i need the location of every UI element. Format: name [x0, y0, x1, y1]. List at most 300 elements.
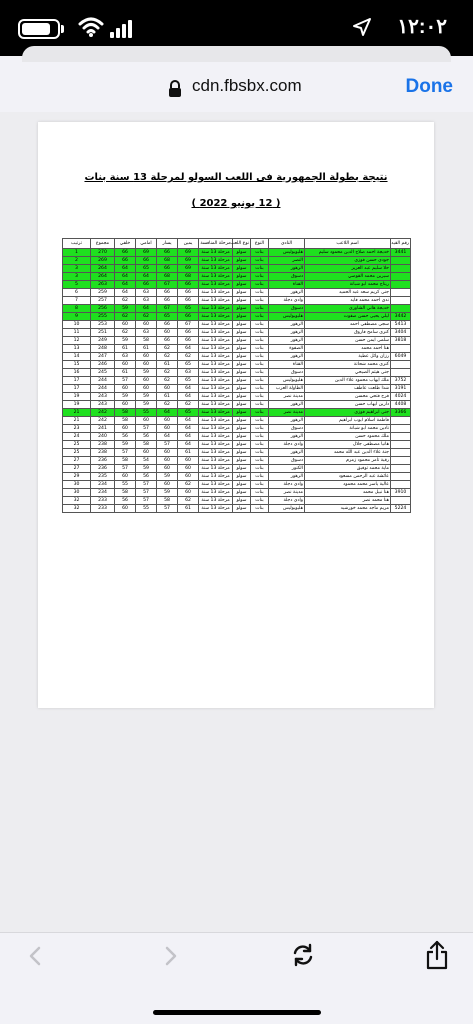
cell-back: 57 [115, 377, 136, 385]
cell-name: سيرين محمد القوصي [305, 273, 391, 281]
cell-total: 264 [91, 273, 115, 281]
cell-club: دسوق [269, 425, 305, 433]
cell-front: 64 [136, 305, 157, 313]
table-row [63, 425, 411, 433]
cell-total: 253 [91, 321, 115, 329]
cell-right: 65 [178, 377, 199, 385]
cell-rank: 16 [63, 369, 91, 377]
cell-left: 64 [157, 409, 178, 417]
share-button[interactable] [425, 940, 449, 970]
cell-total: 244 [91, 385, 115, 393]
cell-left: 64 [157, 433, 178, 441]
cell-back: 60 [115, 425, 136, 433]
cell-club: دسوق [269, 369, 305, 377]
cell-gender: بنات [251, 497, 269, 505]
cell-front: 55 [136, 505, 157, 513]
cell-name: دارين ايهاب حسن [305, 401, 391, 409]
cell-stage: مرحلة 13 سنة [199, 257, 233, 265]
forward-button[interactable] [158, 944, 182, 968]
wifi-icon [78, 16, 104, 38]
results-table [62, 238, 411, 513]
cell-total: 233 [91, 505, 115, 513]
table-body [63, 249, 411, 513]
cell-front: 60 [136, 377, 157, 385]
cell-total: 234 [91, 489, 115, 497]
cell-right: 62 [178, 481, 199, 489]
cell-front: 57 [136, 425, 157, 433]
cell-total: 238 [91, 449, 115, 457]
cell-type: سولو [233, 417, 251, 425]
cell-id [391, 345, 411, 353]
cell-rank: 19 [63, 393, 91, 401]
cell-gender: بنات [251, 377, 269, 385]
cell-id: 3191 [391, 385, 411, 393]
cell-total: 263 [91, 281, 115, 289]
cell-front: 54 [136, 457, 157, 465]
cell-stage: مرحلة 13 سنة [199, 289, 233, 297]
cell-front: 57 [136, 497, 157, 505]
cell-stage: مرحلة 13 سنة [199, 433, 233, 441]
cell-id: 3441 [391, 249, 411, 257]
cell-rank: 10 [63, 321, 91, 329]
cell-club: الكنور [269, 465, 305, 473]
cell-front: 59 [136, 393, 157, 401]
cell-club: الزهور [269, 401, 305, 409]
table-row [63, 329, 411, 337]
cell-rank: 14 [63, 353, 91, 361]
table-row [63, 289, 411, 297]
table-row [63, 457, 411, 465]
cell-back: 60 [115, 401, 136, 409]
cell-total: 248 [91, 345, 115, 353]
cell-left: 67 [157, 305, 178, 313]
document-page [38, 122, 434, 708]
cell-left: 61 [157, 361, 178, 369]
cell-right: 62 [178, 353, 199, 361]
cell-total: 235 [91, 473, 115, 481]
column-header: خلفي [115, 239, 136, 249]
cell-back: 57 [115, 449, 136, 457]
cell-back: 60 [115, 321, 136, 329]
cell-left: 60 [157, 425, 178, 433]
cell-type: سولو [233, 281, 251, 289]
cell-type: سولو [233, 305, 251, 313]
table-row [63, 321, 411, 329]
cell-front: 60 [136, 385, 157, 393]
cell-total: 238 [91, 441, 115, 449]
cell-back: 62 [115, 297, 136, 305]
cell-id [391, 481, 411, 489]
cell-name: فاطمة اسلام ايوب ابراهيم [305, 417, 391, 425]
cell-gender: بنات [251, 361, 269, 369]
cell-rank: 29 [63, 473, 91, 481]
cell-left: 60 [157, 417, 178, 425]
cell-stage: مرحلة 13 سنة [199, 481, 233, 489]
cell-name: كنزي سامح فاروق [305, 329, 391, 337]
cell-club: وادي دجلة [269, 481, 305, 489]
cell-back: 60 [115, 385, 136, 393]
cell-rank: 21 [63, 409, 91, 417]
cell-id: 3366 [391, 409, 411, 417]
cell-left: 62 [157, 369, 178, 377]
cell-stage: مرحلة 13 سنة [199, 425, 233, 433]
cell-left: 66 [157, 249, 178, 257]
cell-name: شذا طلعت عاطف [305, 385, 391, 393]
cell-name: خديجة هاني الشاوري [305, 305, 391, 313]
cell-club: هليوبوليس [269, 249, 305, 257]
cell-right: 65 [178, 305, 199, 313]
cell-front: 69 [136, 249, 157, 257]
table-row [63, 481, 411, 489]
cell-type: سولو [233, 385, 251, 393]
cell-id: 5413 [391, 321, 411, 329]
table-row [63, 465, 411, 473]
cell-right: 62 [178, 497, 199, 505]
cell-type: سولو [233, 425, 251, 433]
cell-back: 60 [115, 361, 136, 369]
cell-type: سولو [233, 465, 251, 473]
cell-name: عالية ياسر محمد محمود [305, 481, 391, 489]
cell-stage: مرحلة 13 سنة [199, 369, 233, 377]
cell-stage: مرحلة 13 سنة [199, 313, 233, 321]
cell-club: الزهور [269, 473, 305, 481]
cell-rank: 8 [63, 305, 91, 313]
cell-club: الزهور [269, 433, 305, 441]
cell-back: 66 [115, 257, 136, 265]
cell-gender: بنات [251, 345, 269, 353]
cell-left: 57 [157, 505, 178, 513]
cell-rank: 23 [63, 425, 91, 433]
cell-front: 57 [136, 481, 157, 489]
cell-gender: بنات [251, 409, 269, 417]
cell-right: 61 [178, 505, 199, 513]
done-button[interactable]: Done [405, 76, 453, 97]
cell-left: 57 [157, 441, 178, 449]
cell-back: 64 [115, 265, 136, 273]
cell-id [391, 289, 411, 297]
table-row [63, 441, 411, 449]
cell-gender: بنات [251, 385, 269, 393]
column-header: مرحلة المنافسة [199, 239, 233, 249]
cell-id [391, 425, 411, 433]
cell-type: سولو [233, 489, 251, 497]
cell-right: 60 [178, 457, 199, 465]
cell-total: 242 [91, 409, 115, 417]
cell-back: 62 [115, 329, 136, 337]
cell-left: 60 [157, 465, 178, 473]
cell-right: 67 [178, 321, 199, 329]
lock-icon [168, 80, 182, 98]
refresh-icon [290, 942, 316, 968]
cell-right: 65 [178, 361, 199, 369]
cell-id: 4408 [391, 401, 411, 409]
cell-left: 58 [157, 497, 178, 505]
cell-left: 59 [157, 473, 178, 481]
cell-name: جودي حسن فوزي [305, 257, 391, 265]
cell-left: 60 [157, 385, 178, 393]
cell-id [391, 497, 411, 505]
cell-rank: 12 [63, 337, 91, 345]
column-header: نوع اللعب [233, 239, 251, 249]
signal-icon [110, 18, 134, 38]
cell-front: 61 [136, 345, 157, 353]
cell-club: مدينة نصر [269, 393, 305, 401]
cell-back: 55 [115, 481, 136, 489]
cell-gender: بنات [251, 329, 269, 337]
cell-club: وادي دجلة [269, 297, 305, 305]
cell-gender: بنات [251, 425, 269, 433]
table-row [63, 497, 411, 505]
cell-gender: بنات [251, 353, 269, 361]
cell-gender: بنات [251, 505, 269, 513]
cell-id [391, 361, 411, 369]
table-row [63, 313, 411, 321]
cell-rank: 32 [63, 497, 91, 505]
cell-stage: مرحلة 13 سنة [199, 321, 233, 329]
cell-name: ماية محمد توفيق [305, 465, 391, 473]
cell-left: 68 [157, 257, 178, 265]
cell-gender: بنات [251, 249, 269, 257]
cell-back: 56 [115, 497, 136, 505]
table-row [63, 265, 411, 273]
cell-id [391, 417, 411, 425]
cell-left: 65 [157, 313, 178, 321]
cell-left: 66 [157, 265, 178, 273]
cell-right: 60 [178, 489, 199, 497]
cell-rank: 30 [63, 489, 91, 497]
cell-total: 246 [91, 361, 115, 369]
cell-rank: 2 [63, 257, 91, 265]
cell-gender: بنات [251, 337, 269, 345]
cell-total: 241 [91, 425, 115, 433]
cell-left: 60 [157, 481, 178, 489]
cell-stage: مرحلة 13 سنة [199, 441, 233, 449]
table-row [63, 401, 411, 409]
cell-left: 60 [157, 329, 178, 337]
cell-stage: مرحلة 13 سنة [199, 401, 233, 409]
cell-rank: 6 [63, 289, 91, 297]
cell-name: ريتاج محمد ابو شبانة [305, 281, 391, 289]
column-header: رقم القيد [391, 239, 411, 249]
cell-gender: بنات [251, 265, 269, 273]
cell-front: 66 [136, 257, 157, 265]
table-row [63, 337, 411, 345]
column-header: مجموع [91, 239, 115, 249]
cell-front: 55 [136, 409, 157, 417]
cell-club: دسوق [269, 305, 305, 313]
cell-back: 59 [115, 393, 136, 401]
cell-right: 62 [178, 401, 199, 409]
cell-back: 59 [115, 305, 136, 313]
cell-id: 3404 [391, 329, 411, 337]
cell-name: سلمى ايمن حسن [305, 337, 391, 345]
cell-gender: بنات [251, 369, 269, 377]
cell-stage: مرحلة 13 سنة [199, 465, 233, 473]
url-text[interactable]: cdn.fbsbx.com [192, 76, 302, 95]
cell-club: الزهور [269, 321, 305, 329]
cell-total: 236 [91, 457, 115, 465]
cell-back: 56 [115, 433, 136, 441]
cell-gender: بنات [251, 473, 269, 481]
cell-id [391, 465, 411, 473]
cell-id [391, 257, 411, 265]
cell-stage: مرحلة 13 سنة [199, 337, 233, 345]
cell-stage: مرحلة 13 سنة [199, 449, 233, 457]
cell-right: 60 [178, 465, 199, 473]
cell-type: سولو [233, 297, 251, 305]
cell-stage: مرحلة 13 سنة [199, 305, 233, 313]
cell-front: 64 [136, 273, 157, 281]
cell-front: 60 [136, 361, 157, 369]
cell-left: 62 [157, 353, 178, 361]
cell-id: 3818 [391, 337, 411, 345]
cell-front: 59 [136, 401, 157, 409]
cell-gender: بنات [251, 297, 269, 305]
cell-name: نادين محمد ابو شبانة [305, 425, 391, 433]
cell-rank: 11 [63, 329, 91, 337]
cell-total: 245 [91, 369, 115, 377]
cell-front: 65 [136, 265, 157, 273]
cell-left: 66 [157, 297, 178, 305]
cell-name: جنى هيثم الصيحي [305, 369, 391, 377]
cell-back: 58 [115, 417, 136, 425]
cell-type: سولو [233, 409, 251, 417]
cell-name: ليلي يحيى حسن صفوت [305, 313, 391, 321]
cell-gender: بنات [251, 465, 269, 473]
column-header: النوع [251, 239, 269, 249]
refresh-button[interactable] [290, 942, 316, 968]
cell-gender: بنات [251, 457, 269, 465]
cell-gender: بنات [251, 433, 269, 441]
share-icon [425, 940, 449, 970]
cell-club: هليوبوليس [269, 313, 305, 321]
cell-rank: 21 [63, 417, 91, 425]
table-row [63, 489, 411, 497]
cell-club: وادي دجلة [269, 497, 305, 505]
battery-icon [18, 19, 60, 39]
cell-total: 236 [91, 465, 115, 473]
cell-gender: بنات [251, 417, 269, 425]
table-row [63, 369, 411, 377]
cell-total: 247 [91, 353, 115, 361]
cell-stage: مرحلة 13 سنة [199, 393, 233, 401]
cell-right: 69 [178, 265, 199, 273]
cell-type: سولو [233, 313, 251, 321]
cell-name: خديجة احمد صلاح الدين محمود سليم [305, 249, 391, 257]
cell-type: سولو [233, 273, 251, 281]
cell-rank: 9 [63, 313, 91, 321]
cell-id: 4024 [391, 393, 411, 401]
cell-club: الزهور [269, 417, 305, 425]
cell-id [391, 297, 411, 305]
cell-club: مدينة نصر [269, 489, 305, 497]
cell-rank: 17 [63, 385, 91, 393]
cell-total: 234 [91, 481, 115, 489]
cell-left: 66 [157, 289, 178, 297]
table-row [63, 353, 411, 361]
cell-gender: بنات [251, 257, 269, 265]
cell-name: حلا سليم عبد العزيز [305, 265, 391, 273]
table-row [63, 377, 411, 385]
cell-back: 60 [115, 473, 136, 481]
cell-left: 59 [157, 489, 178, 497]
back-button[interactable] [24, 944, 48, 968]
home-indicator [153, 1010, 321, 1015]
cell-id: 3442 [391, 313, 411, 321]
cell-stage: مرحلة 13 سنة [199, 417, 233, 425]
cell-front: 58 [136, 441, 157, 449]
cell-club: الزهور [269, 449, 305, 457]
cell-total: 270 [91, 249, 115, 257]
table-row [63, 281, 411, 289]
cell-stage: مرحلة 13 سنة [199, 497, 233, 505]
cell-club: الطاولة العرب [269, 385, 305, 393]
cell-name: كنزي محمد شحاتة [305, 361, 391, 369]
cell-right: 64 [178, 417, 199, 425]
cell-total: 240 [91, 433, 115, 441]
cell-name: جنة علاء الدين عبد الله محمد [305, 449, 391, 457]
cell-stage: مرحلة 13 سنة [199, 329, 233, 337]
cell-back: 57 [115, 465, 136, 473]
cell-rank: 13 [63, 345, 91, 353]
cell-stage: مرحلة 13 سنة [199, 409, 233, 417]
cell-front: 63 [136, 289, 157, 297]
cell-right: 64 [178, 433, 199, 441]
cell-club: النصر [269, 257, 305, 265]
cell-rank: 32 [63, 505, 91, 513]
cell-total: 257 [91, 297, 115, 305]
cell-front: 63 [136, 297, 157, 305]
cell-back: 62 [115, 313, 136, 321]
cell-front: 56 [136, 433, 157, 441]
cell-type: سولو [233, 353, 251, 361]
table-row [63, 417, 411, 425]
cell-type: سولو [233, 473, 251, 481]
cell-gender: بنات [251, 313, 269, 321]
cell-gender: بنات [251, 321, 269, 329]
cell-club: وادي دجلة [269, 441, 305, 449]
cell-name: جنى ابراهيم فوزي [305, 409, 391, 417]
table-row [63, 257, 411, 265]
cell-rank: 30 [63, 481, 91, 489]
cell-rank: 19 [63, 401, 91, 409]
cell-total: 264 [91, 265, 115, 273]
cell-rank: 15 [63, 361, 91, 369]
cell-id [391, 433, 411, 441]
cell-right: 66 [178, 289, 199, 297]
cell-gender: بنات [251, 449, 269, 457]
cell-id [391, 265, 411, 273]
cell-club: دسوق [269, 273, 305, 281]
cell-name: سجى مصطفى احمد [305, 321, 391, 329]
cell-total: 259 [91, 289, 115, 297]
cell-right: 61 [178, 449, 199, 457]
chevron-right-icon [158, 944, 182, 968]
cell-right: 63 [178, 369, 199, 377]
cell-name: جنى كريم سعد عبد الحميد [305, 289, 391, 297]
cell-gender: بنات [251, 393, 269, 401]
cell-left: 60 [157, 457, 178, 465]
document-date: ( 12 يونيو 2022 ) [191, 198, 281, 209]
cell-back: 58 [115, 489, 136, 497]
cell-club: الزهور [269, 289, 305, 297]
cell-back: 66 [115, 249, 136, 257]
cell-name: ملك ايهاب محمود علاء الدين [305, 377, 391, 385]
cell-id [391, 441, 411, 449]
cell-back: 60 [115, 505, 136, 513]
cell-total: 243 [91, 401, 115, 409]
cell-name: مريم ماجد محمد خورشيد [305, 505, 391, 513]
